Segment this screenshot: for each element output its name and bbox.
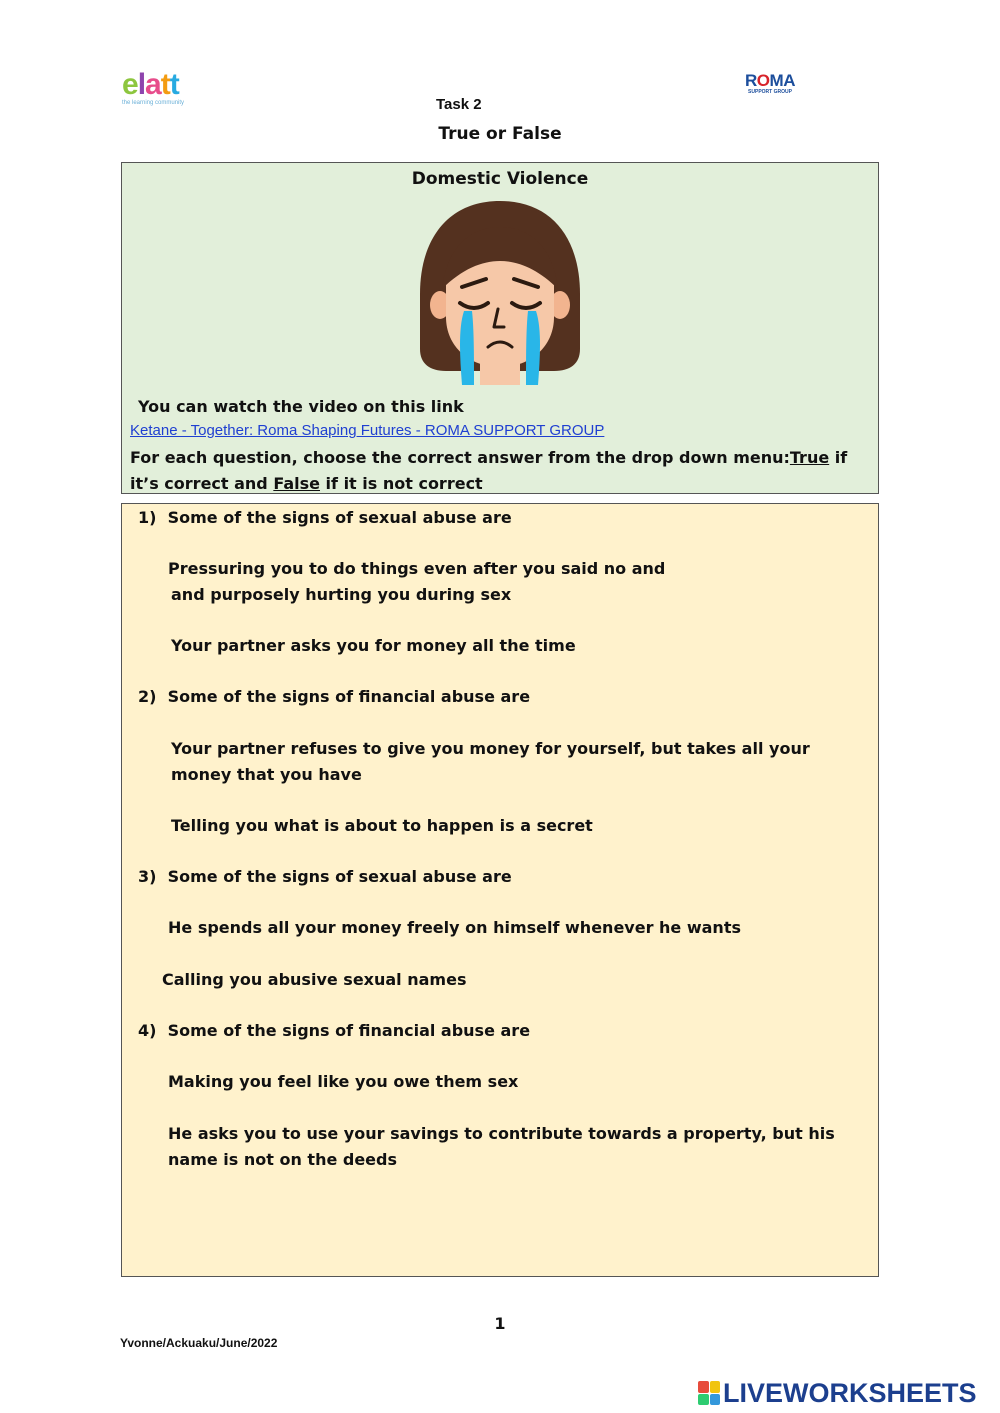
elatt-tagline: the learning community bbox=[122, 100, 185, 106]
crying-woman-icon bbox=[418, 199, 582, 385]
question-4-stem: 4) Some of the signs of financial abuse are bbox=[138, 1021, 531, 1040]
question-2-statement-a: Your partner refuses to give you money for yourself, but takes all your bbox=[171, 739, 810, 758]
false-keyword: False bbox=[273, 474, 320, 493]
question-3-stem: 3) Some of the signs of sexual abuse are bbox=[138, 867, 512, 886]
question-2-stem: 2) Some of the signs of financial abuse are bbox=[138, 687, 531, 706]
liveworksheets-logo[interactable] bbox=[698, 1378, 977, 1408]
author-credit: Yvonne/Ackuaku/June/2022 bbox=[120, 1336, 278, 1350]
elatt-logo-word: elatt bbox=[122, 68, 179, 101]
roma-support-group-logo bbox=[740, 72, 800, 98]
task-label: Task 2 bbox=[436, 96, 482, 113]
roma-logo-word: ROMA bbox=[745, 71, 795, 90]
question-1-statement-b: Your partner asks you for money all the time bbox=[171, 636, 576, 655]
page-subtitle: True or False bbox=[438, 124, 562, 144]
liveworksheets-badge-icon bbox=[698, 1381, 720, 1405]
questions-box bbox=[121, 503, 879, 1277]
question-4-statement-b-cont: name is not on the deeds bbox=[168, 1150, 398, 1169]
question-1-statement-a: Pressuring you to do things even after you said no and bbox=[168, 559, 666, 578]
question-1-statement-a-cont: and purposely hurting you during sex bbox=[171, 585, 512, 604]
video-link[interactable]: Ketane - Together: Roma Shaping Futures - ROMA SUPPORT GROUP bbox=[130, 422, 605, 439]
question-4-statement-a: Making you feel like you owe them sex bbox=[168, 1072, 519, 1091]
liveworksheets-wordmark: LIVEWORKSHEETS bbox=[723, 1377, 977, 1408]
video-label: You can watch the video on this link bbox=[138, 397, 464, 416]
roma-logo-subtext: SUPPORT GROUP bbox=[748, 89, 792, 95]
question-2-statement-a-cont: money that you have bbox=[171, 765, 362, 784]
question-3-statement-a: He spends all your money freely on himself whenever he wants bbox=[168, 918, 741, 937]
question-3-statement-b: Calling you abusive sexual names bbox=[162, 970, 467, 989]
instructions: For each question, choose the correct answer from the drop down menu:True if it’s correct and False if it is not correct bbox=[130, 448, 848, 493]
true-keyword: True bbox=[789, 448, 830, 467]
intro-title: Domestic Violence bbox=[411, 169, 589, 189]
intro-box bbox=[121, 162, 879, 494]
page-number: 1 bbox=[494, 1314, 506, 1333]
question-2-statement-b: Telling you what is about to happen is a secret bbox=[171, 816, 593, 835]
elatt-logo bbox=[122, 70, 202, 110]
question-4-statement-b: He asks you to use your savings to contribute towards a property, but his bbox=[168, 1124, 835, 1143]
question-1-stem: 1) Some of the signs of sexual abuse are bbox=[138, 508, 512, 527]
